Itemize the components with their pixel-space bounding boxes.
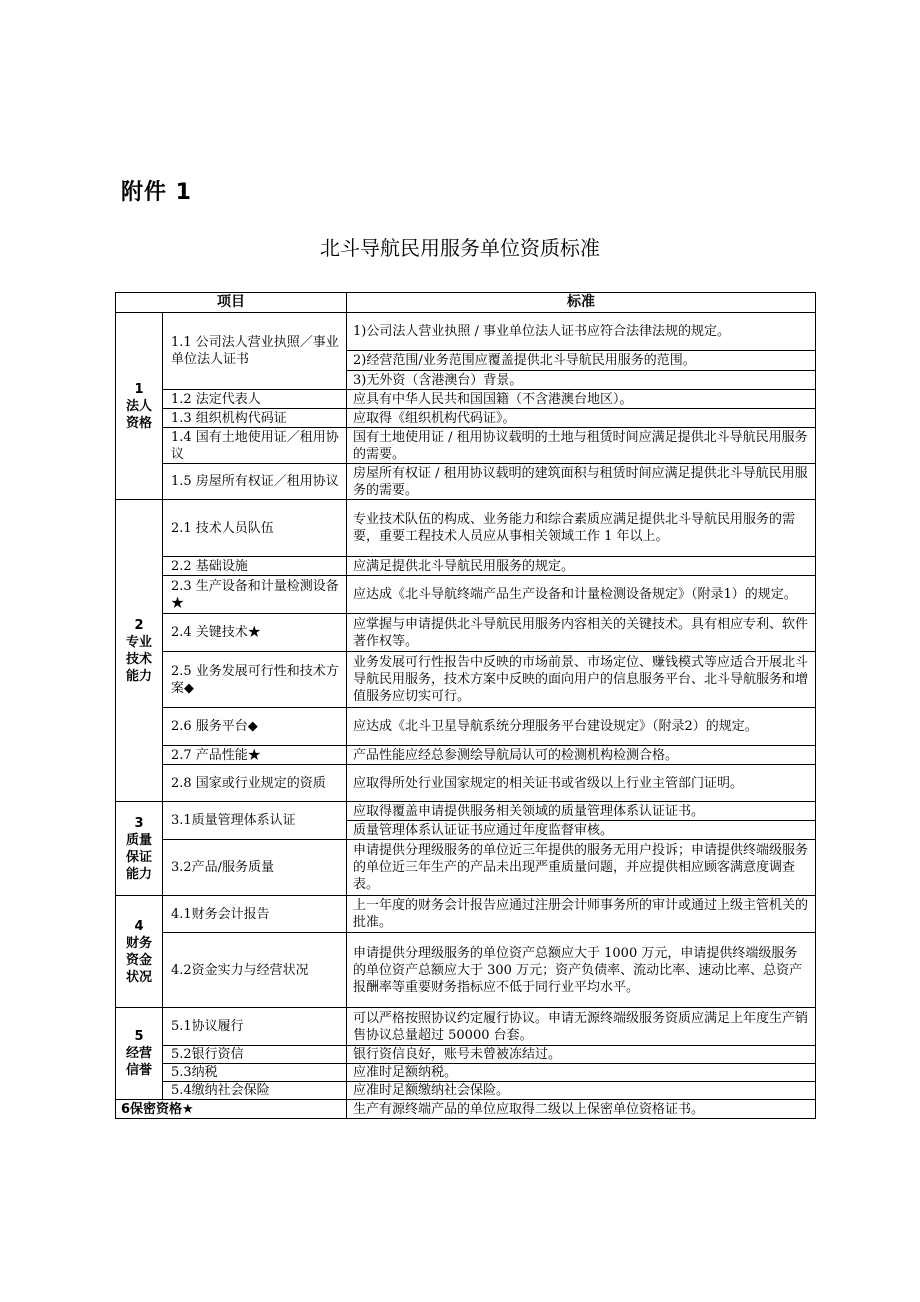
table-row: [116, 1100, 816, 1119]
subitem-cell: 2.5 业务发展可行性和技术方案◆: [163, 652, 347, 708]
standard-cell: 专业技术队伍的构成、业务能力和综合素质应满足提供北斗导航民用服务的需要，重要工程技术人员应从事相关领域工作 1 年以上。: [347, 500, 816, 557]
table-row: [116, 1046, 816, 1064]
table-row: [116, 614, 816, 652]
category-number: 5: [134, 1029, 144, 1044]
attachment-label: 附件 1: [121, 180, 192, 205]
standard-cell: 业务发展可行性报告中反映的市场前景、市场定位、赚钱模式等应适合开展北斗导航民用服务，技术方案中反映的面向用户的信息服务平台、北斗导航服务和增值服务应切实可行。: [347, 652, 816, 708]
standard-cell: 银行资信良好，账号未曾被冻结过。: [347, 1046, 816, 1064]
standard-cell: 质量管理体系认证证书应通过年度监督审核。: [347, 821, 816, 840]
category-name: 专业技术能力: [125, 634, 152, 684]
standard-cell: 应具有中华人民共和国国籍（不含港澳台地区）。: [347, 390, 816, 409]
subitem-cell: 1.5 房屋所有权证／租用协议: [163, 464, 347, 500]
table-row: [116, 390, 816, 409]
table-row: [116, 746, 816, 765]
standard-cell: 3)无外资（含港澳台）背景。: [347, 371, 816, 390]
table-row: [116, 557, 816, 576]
standard-cell: 产品性能应经总参测绘导航局认可的检测机构检测合格。: [347, 746, 816, 765]
category-name: 质量保证能力: [125, 832, 152, 882]
category-number: 2: [134, 617, 144, 633]
standard-cell: 申请提供分理级服务的单位资产总额应大于 1000 万元，申请提供终端级服务的单位资产总额应大于 300 万元；资产负债率、流动比率、速动比率、总资产报酬率等重要财务指标应不低于同行业平均水平。: [347, 933, 816, 1008]
standard-cell: 2)经营范围/业务范围应覆盖提供北斗导航民用服务的范围。: [347, 351, 816, 371]
table-row: [116, 1082, 816, 1100]
category-number: 1: [134, 381, 144, 397]
standard-cell: 应取得覆盖申请提供服务相关领域的质量管理体系认证证书。: [347, 802, 816, 821]
table-row: [116, 840, 816, 896]
category-4: [116, 896, 163, 1008]
table-row: [116, 500, 816, 557]
category-6: 6保密资格★: [116, 1100, 347, 1119]
subitem-cell: 2.4 关键技术★: [163, 614, 347, 652]
subitem-cell: 5.1协议履行: [163, 1008, 347, 1046]
category-name: 经营信誉: [125, 1046, 152, 1078]
table-row: [116, 708, 816, 746]
standard-cell: 应取得所处行业国家规定的相关证书或省级以上行业主管部门证明。: [347, 765, 816, 802]
subitem-cell: 1.2 法定代表人: [163, 390, 347, 409]
category-name: 法人资格: [125, 398, 152, 431]
category-2: [116, 500, 163, 802]
header-item: 项目: [116, 293, 347, 313]
standard-cell: 应达成《北斗卫星导航系统分理服务平台建设规定》（附录2）的规定。: [347, 708, 816, 746]
subitem-cell: 2.2 基础设施: [163, 557, 347, 576]
subitem-cell: 2.7 产品性能★: [163, 746, 347, 765]
standard-cell: 申请提供分理级服务的单位近三年提供的服务无用户投诉；申请提供终端级服务的单位近三年生产的产品未出现严重质量问题，并应提供相应顾客满意度调查表。: [347, 840, 816, 896]
subitem-cell: 1.4 国有土地使用证／租用协议: [163, 428, 347, 464]
subitem-cell: 4.1财务会计报告: [163, 896, 347, 933]
subitem-cell: 1.1 公司法人营业执照／事业单位法人证书: [163, 313, 347, 390]
table-row: [116, 652, 816, 708]
category-1: [116, 313, 163, 500]
table-row: [116, 802, 816, 821]
subitem-cell: 5.2银行资信: [163, 1046, 347, 1064]
table-header-row: [116, 293, 816, 313]
standard-cell: 应达成《北斗导航终端产品生产设备和计量检测设备规定》（附录1）的规定。: [347, 576, 816, 614]
standard-cell: 国有土地使用证 / 租用协议载明的土地与租赁时间应满足提供北斗导航民用服务的需要。: [347, 428, 816, 464]
standard-cell: 应取得《组织机构代码证》。: [347, 409, 816, 428]
category-number: 4: [134, 918, 144, 934]
standard-cell: 应准时足额纳税。: [347, 1064, 816, 1082]
subitem-cell: 2.1 技术人员队伍: [163, 500, 347, 557]
table-row: [116, 576, 816, 614]
table-row: [116, 933, 816, 1008]
category-number: 3: [134, 815, 144, 831]
standard-cell: 1)公司法人营业执照 / 事业单位法人证书应符合法律法规的规定。: [347, 313, 816, 351]
standard-cell: 应准时足额缴纳社会保险。: [347, 1082, 816, 1100]
standard-cell: 上一年度的财务会计报告应通过注册会计师事务所的审计或通过上级主管机关的批准。: [347, 896, 816, 933]
table-row: [116, 896, 816, 933]
subitem-cell: 2.3 生产设备和计量检测设备★: [163, 576, 347, 614]
subitem-cell: 2.8 国家或行业规定的资质: [163, 765, 347, 802]
subitem-cell: 1.3 组织机构代码证: [163, 409, 347, 428]
standard-cell: 应掌握与申请提供北斗导航民用服务内容相关的关键技术。具有相应专利、软件著作权等。: [347, 614, 816, 652]
header-standard: 标准: [347, 293, 816, 313]
table-row: [116, 409, 816, 428]
table-row: [116, 1064, 816, 1082]
table-row: [116, 464, 816, 500]
table-row: [116, 313, 816, 351]
subitem-cell: 5.3纳税: [163, 1064, 347, 1082]
table-row: [116, 765, 816, 802]
standard-cell: 可以严格按照协议约定履行协议。申请无源终端级服务资质应满足上年度生产销售协议总量超过 50000 台套。: [347, 1008, 816, 1046]
category-3: [116, 802, 163, 896]
standard-cell: 生产有源终端产品的单位应取得二级以上保密单位资格证书。: [347, 1100, 816, 1119]
subitem-cell: 5.4缴纳社会保险: [163, 1082, 347, 1100]
category-5: [116, 1008, 163, 1100]
standard-cell: 应满足提供北斗导航民用服务的规定。: [347, 557, 816, 576]
standard-cell: 房屋所有权证 / 租用协议载明的建筑面积与租赁时间应满足提供北斗导航民用服务的需要。: [347, 464, 816, 500]
document-title: 北斗导航民用服务单位资质标准: [320, 236, 600, 260]
subitem-cell: 3.1质量管理体系认证: [163, 802, 347, 840]
subitem-cell: 3.2产品/服务质量: [163, 840, 347, 896]
table-row: [116, 1008, 816, 1046]
table-row: [116, 428, 816, 464]
subitem-cell: 2.6 服务平台◆: [163, 708, 347, 746]
qualification-table: [115, 292, 816, 1119]
category-name: 财务资金状况: [125, 935, 152, 985]
subitem-cell: 4.2资金实力与经营状况: [163, 933, 347, 1008]
